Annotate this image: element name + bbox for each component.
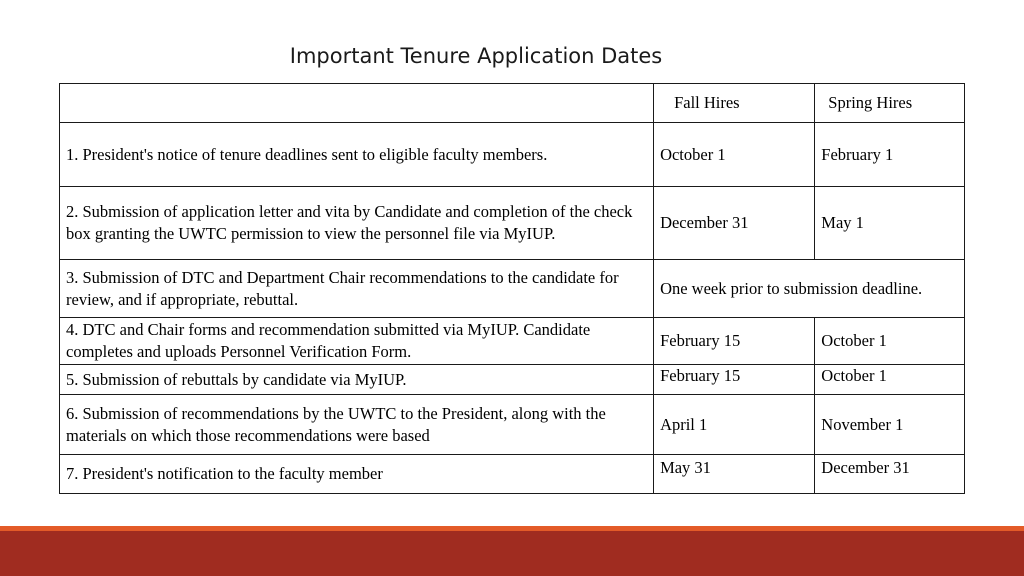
task-cell: 6. Submission of recommendations by the UWTC to the President, along with the materials on which those recommendations were based [60, 395, 654, 455]
table-row [60, 123, 965, 187]
task-cell: 7. President's notification to the faculty member [60, 455, 654, 494]
table-row [60, 455, 965, 494]
fall-date-cell: December 31 [654, 187, 815, 260]
task-cell: 5. Submission of rebuttals by candidate via MyIUP. [60, 365, 654, 395]
table-row [60, 318, 965, 365]
fall-date-cell: February 15 [654, 365, 815, 395]
combined-date-cell: One week prior to submission deadline. [654, 260, 965, 318]
spring-date-cell: October 1 [815, 318, 965, 365]
header-spring-hires: Spring Hires [815, 84, 965, 123]
task-cell: 2. Submission of application letter and vita by Candidate and completion of the check box granting the UWTC permission to view the personnel file via MyIUP. [60, 187, 654, 260]
table-row [60, 187, 965, 260]
table-row [60, 260, 965, 318]
task-cell: 3. Submission of DTC and Department Chair recommendations to the candidate for review, and if appropriate, rebuttal. [60, 260, 654, 318]
tenure-dates-table [59, 83, 965, 494]
header-fall-hires: Fall Hires [654, 84, 815, 123]
spring-date-cell: February 1 [815, 123, 965, 187]
spring-date-cell: October 1 [815, 365, 965, 395]
spring-date-cell: May 1 [815, 187, 965, 260]
header-task-cell [60, 84, 654, 123]
spring-date-cell: December 31 [815, 455, 965, 494]
fall-date-cell: May 31 [654, 455, 815, 494]
table-row [60, 395, 965, 455]
slide-title: Important Tenure Application Dates [289, 44, 663, 68]
fall-date-cell: February 15 [654, 318, 815, 365]
task-text: 1. President's notice of tenure deadlines sent to eligible faculty members. [66, 144, 548, 164]
task-cell [60, 123, 654, 187]
table-header-row [60, 84, 965, 123]
footer-accent-bar [0, 531, 1024, 576]
task-cell: 4. DTC and Chair forms and recommendation submitted via MyIUP. Candidate completes and uploads Personnel Verification Form. [60, 318, 654, 365]
table-row [60, 365, 965, 395]
fall-date-cell: April 1 [654, 395, 815, 455]
fall-date-cell: October 1 [654, 123, 815, 187]
spring-date-cell: November 1 [815, 395, 965, 455]
